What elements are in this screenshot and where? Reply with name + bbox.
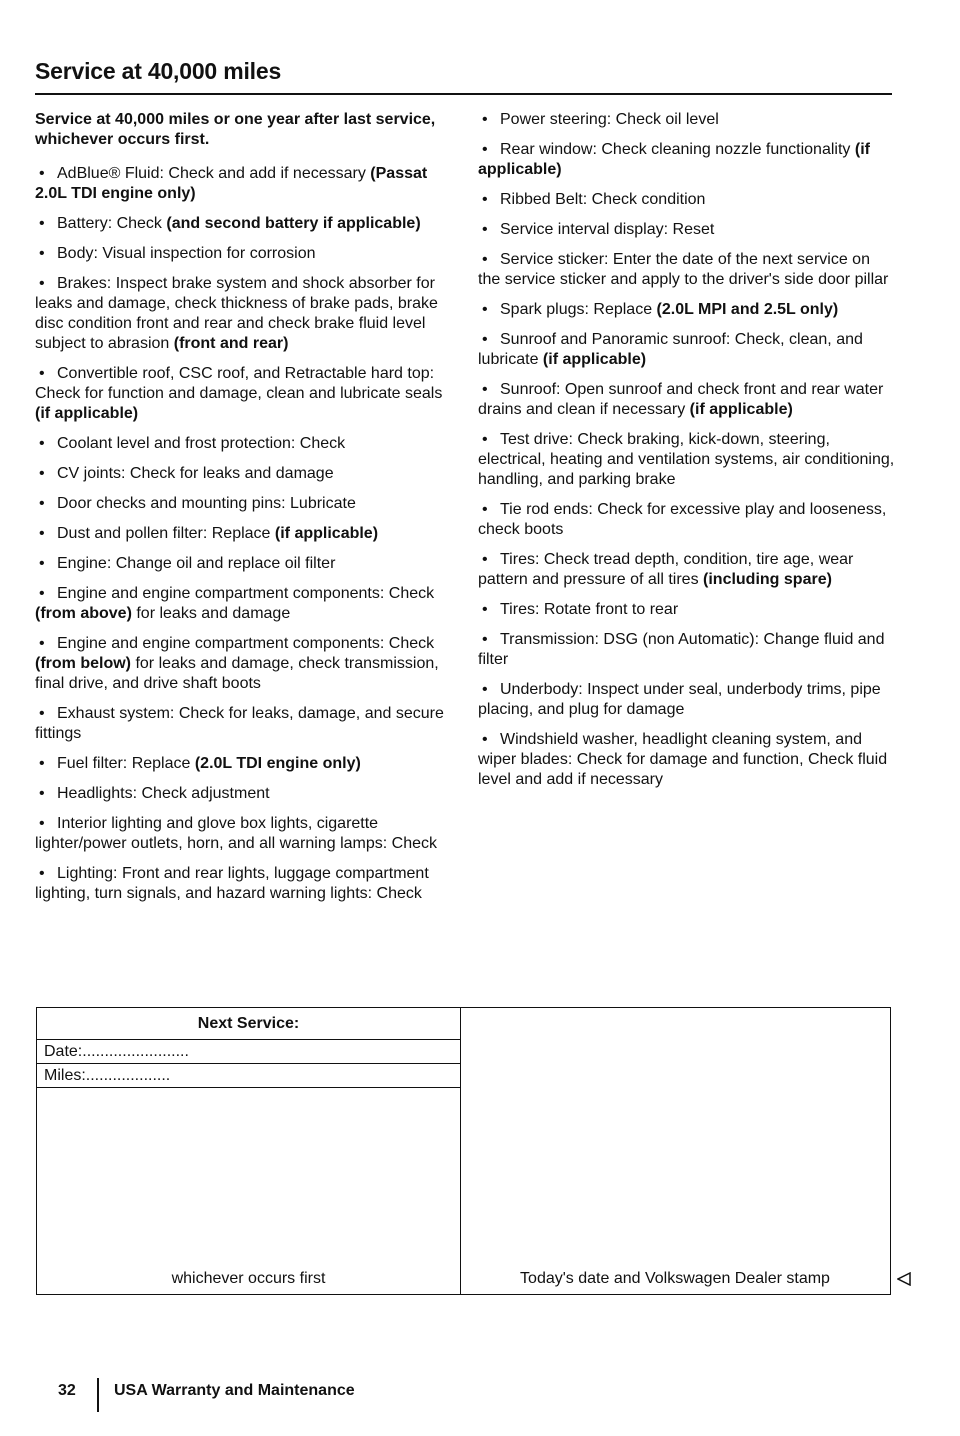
date-field[interactable]: Date:........................ bbox=[37, 1040, 460, 1064]
page-number: 32 bbox=[58, 1382, 76, 1399]
bullet-icon: • bbox=[482, 731, 488, 748]
bullet-icon: • bbox=[482, 251, 488, 268]
item-text: Tires: Check tread depth, condition, tire age, wear pattern and pressure of all tires bbox=[478, 551, 854, 588]
bullet-icon: • bbox=[482, 301, 488, 318]
title-divider bbox=[35, 93, 892, 95]
item-text: Brakes: Inspect brake system and shock absorber for leaks and damage, check thickness of brake pads, brake disc condition front and rear and check brake fluid level subject to abrasion bbox=[35, 275, 438, 352]
item-text: Engine and engine compartment components: Check bbox=[57, 585, 435, 602]
page-footer bbox=[0, 1378, 960, 1418]
item-text: Spark plugs: Replace bbox=[500, 301, 657, 318]
checklist-item bbox=[35, 864, 453, 904]
bullet-icon: • bbox=[482, 681, 488, 698]
dealer-stamp-label: Today's date and Volkswagen Dealer stamp bbox=[520, 1270, 830, 1287]
bullet-icon: • bbox=[482, 601, 488, 618]
bullet-icon: • bbox=[482, 381, 488, 398]
item-text: Tires: Rotate front to rear bbox=[500, 601, 679, 618]
item-text: Sunroof: Open sunroof and check front and rear water drains and clean if necessary bbox=[478, 381, 884, 418]
miles-field[interactable]: Miles:................... bbox=[37, 1064, 460, 1088]
left-checklist bbox=[35, 164, 453, 904]
right-checklist bbox=[478, 110, 896, 790]
item-text: Rear window: Check cleaning nozzle functionality bbox=[500, 141, 855, 158]
footer-divider bbox=[97, 1378, 99, 1412]
bullet-icon: • bbox=[39, 435, 45, 452]
checklist-item bbox=[35, 214, 453, 234]
bullet-icon: • bbox=[39, 755, 45, 772]
bullet-icon: • bbox=[482, 631, 488, 648]
bullet-icon: • bbox=[482, 501, 488, 518]
checklist-item bbox=[35, 364, 453, 424]
checklist-item bbox=[478, 730, 896, 790]
checklist-item bbox=[478, 600, 896, 620]
item-text: Engine and engine compartment components: Check bbox=[57, 635, 435, 652]
item-qualifier: (2.0L TDI engine only) bbox=[194, 755, 361, 772]
next-service-heading: Next Service: bbox=[37, 1008, 460, 1040]
item-qualifier: (if applicable) bbox=[478, 141, 870, 178]
bullet-icon: • bbox=[39, 165, 45, 182]
right-column bbox=[478, 110, 896, 800]
item-qualifier: (from above) bbox=[35, 605, 132, 622]
bullet-icon: • bbox=[482, 191, 488, 208]
item-text: Engine: Change oil and replace oil filter bbox=[57, 555, 336, 572]
bullet-icon: • bbox=[482, 221, 488, 238]
checklist-item bbox=[35, 554, 453, 574]
item-text: Fuel filter: Replace bbox=[57, 755, 195, 772]
checklist-item bbox=[35, 814, 453, 854]
item-text: Interior lighting and glove box lights, cigarette lighter/power outlets, horn, and all warning lamps: Check bbox=[35, 815, 437, 852]
item-text: Test drive: Check braking, kick-down, steering, electrical, heating and ventilation systems, air conditioning, handling, and parking brake bbox=[478, 431, 895, 488]
dealer-stamp-area[interactable] bbox=[460, 1008, 890, 1294]
item-text: Body: Visual inspection for corrosion bbox=[57, 245, 316, 262]
checklist-item bbox=[35, 464, 453, 484]
item-text: Headlights: Check adjustment bbox=[57, 785, 270, 802]
item-qualifier: (if applicable) bbox=[35, 405, 139, 422]
checklist-item bbox=[35, 524, 453, 544]
checklist-item bbox=[35, 494, 453, 514]
bullet-icon: • bbox=[39, 785, 45, 802]
item-text: Convertible roof, CSC roof, and Retractable hard top: Check for function and damage, clean and lubricate seals bbox=[35, 365, 443, 402]
checklist-item bbox=[35, 164, 453, 204]
checklist-item bbox=[478, 430, 896, 490]
item-text: AdBlue® Fluid: Check and add if necessary bbox=[57, 165, 371, 182]
checklist-item bbox=[35, 784, 453, 804]
item-text: Underbody: Inspect under seal, underbody trims, pipe placing, and plug for damage bbox=[478, 681, 881, 718]
intro-text: Service at 40,000 miles or one year after last service, whichever occurs first. bbox=[35, 111, 436, 148]
bullet-icon: • bbox=[39, 555, 45, 572]
item-text: Battery: Check bbox=[57, 215, 167, 232]
item-qualifier: (if applicable) bbox=[689, 401, 793, 418]
next-service-panel bbox=[37, 1008, 461, 1294]
item-text: Ribbed Belt: Check condition bbox=[500, 191, 706, 208]
checklist-item bbox=[478, 220, 896, 240]
page-title: Service at 40,000 miles bbox=[35, 58, 282, 84]
item-text: Exhaust system: Check for leaks, damage, and secure fittings bbox=[35, 705, 444, 742]
item-text: for leaks and damage, check transmission, final drive, and drive shaft boots bbox=[35, 655, 439, 692]
item-text: Dust and pollen filter: Replace bbox=[57, 525, 275, 542]
checklist-item bbox=[478, 250, 896, 290]
item-qualifier: (and second battery if applicable) bbox=[166, 215, 421, 232]
left-column bbox=[35, 110, 453, 914]
checklist-item bbox=[35, 754, 453, 774]
checklist-item bbox=[35, 434, 453, 454]
bullet-icon: • bbox=[482, 551, 488, 568]
item-text: Windshield washer, headlight cleaning system, and wiper blades: Check for damage and function, Check fluid level and add if necessary bbox=[478, 731, 888, 788]
bullet-icon: • bbox=[39, 365, 45, 382]
item-text: Door checks and mounting pins: Lubricate bbox=[57, 495, 356, 512]
bullet-icon: • bbox=[482, 331, 488, 348]
item-text: Tie rod ends: Check for excessive play and looseness, check boots bbox=[478, 501, 887, 538]
bullet-icon: • bbox=[39, 585, 45, 602]
checklist-item bbox=[478, 300, 896, 320]
checklist-item bbox=[478, 630, 896, 670]
item-qualifier: (from below) bbox=[35, 655, 131, 672]
item-qualifier: (Passat 2.0L TDI engine only) bbox=[35, 165, 428, 202]
whichever-first-note: whichever occurs first bbox=[171, 1270, 326, 1287]
bullet-icon: • bbox=[39, 815, 45, 832]
item-qualifier: (including spare) bbox=[703, 571, 832, 588]
item-qualifier: (2.0L MPI and 2.5L only) bbox=[656, 301, 839, 318]
item-text: Power steering: Check oil level bbox=[500, 111, 719, 128]
checklist-item bbox=[35, 244, 453, 264]
item-text: Service interval display: Reset bbox=[500, 221, 715, 238]
bullet-icon: • bbox=[39, 215, 45, 232]
checklist-item bbox=[478, 330, 896, 370]
footer-title: USA Warranty and Maintenance bbox=[114, 1382, 355, 1399]
bullet-icon: • bbox=[39, 495, 45, 512]
bullet-icon: • bbox=[39, 705, 45, 722]
item-text: Lighting: Front and rear lights, luggage compartment lighting, turn signals, and hazard warning lights: Check bbox=[35, 865, 429, 902]
checklist-item bbox=[478, 140, 896, 180]
item-text: for leaks and damage bbox=[131, 605, 291, 622]
item-text: Sunroof and Panoramic sunroof: Check, clean, and lubricate bbox=[478, 331, 863, 368]
checklist-item bbox=[35, 634, 453, 694]
item-qualifier: (front and rear) bbox=[173, 335, 289, 352]
checklist-item bbox=[35, 584, 453, 624]
item-text: Transmission: DSG (non Automatic): Change fluid and filter bbox=[478, 631, 885, 668]
bullet-icon: • bbox=[39, 525, 45, 542]
checklist-item bbox=[35, 274, 453, 354]
item-text: Coolant level and frost protection: Check bbox=[57, 435, 346, 452]
bullet-icon: • bbox=[482, 111, 488, 128]
next-service-table bbox=[36, 1007, 891, 1295]
bullet-icon: • bbox=[39, 465, 45, 482]
item-text: Service sticker: Enter the date of the next service on the service sticker and apply to the driver's side door pillar bbox=[478, 251, 889, 288]
bullet-icon: • bbox=[39, 635, 45, 652]
checklist-item bbox=[35, 704, 453, 744]
item-qualifier: (if applicable) bbox=[542, 351, 647, 368]
bullet-icon: • bbox=[39, 275, 45, 292]
checklist-item bbox=[478, 190, 896, 210]
back-triangle-icon[interactable] bbox=[897, 1272, 911, 1286]
checklist-item bbox=[478, 680, 896, 720]
bullet-icon: • bbox=[39, 865, 45, 882]
checklist-item bbox=[478, 380, 896, 420]
checklist-item bbox=[478, 500, 896, 540]
bullet-icon: • bbox=[39, 245, 45, 262]
item-qualifier: (if applicable) bbox=[274, 525, 379, 542]
bullet-icon: • bbox=[482, 141, 488, 158]
bullet-icon: • bbox=[482, 431, 488, 448]
item-text: CV joints: Check for leaks and damage bbox=[57, 465, 334, 482]
checklist-item bbox=[478, 550, 896, 590]
checklist-item bbox=[478, 110, 896, 130]
